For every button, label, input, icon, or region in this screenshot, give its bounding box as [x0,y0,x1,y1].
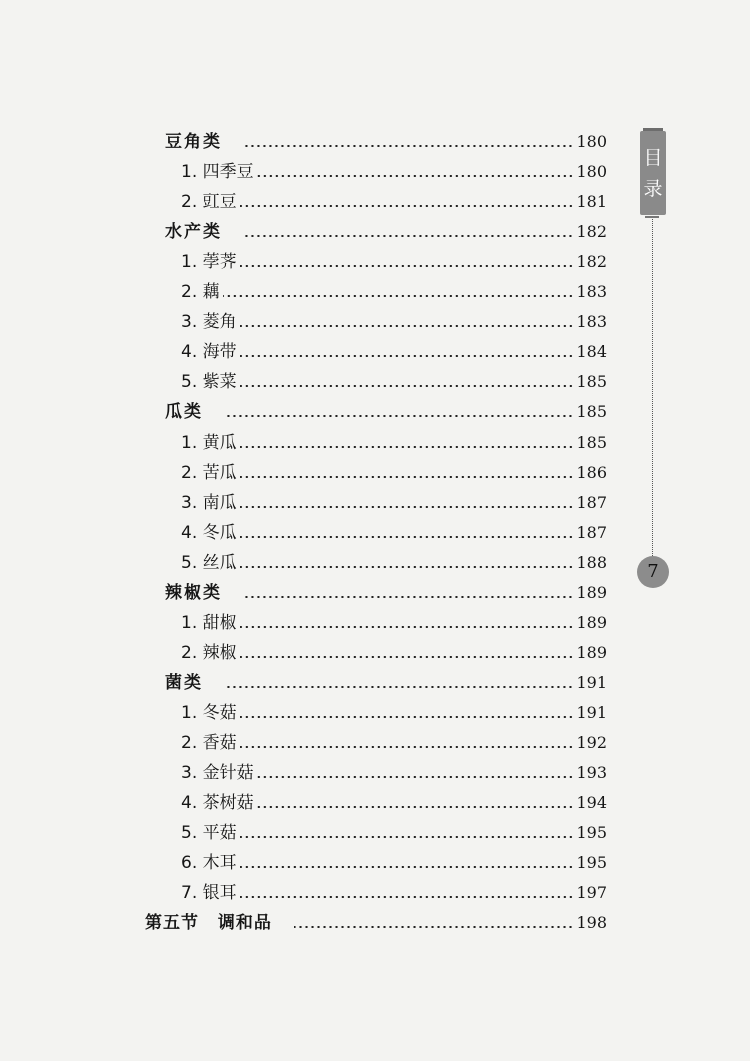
toc-leader-dots [244,596,573,598]
toc-leader-dots [244,235,573,237]
toc-entry-page-number: 182 [576,252,607,272]
toc-entry-title: 1. 黄瓜 [181,432,237,453]
toc-entry-page-number: 185 [576,402,607,422]
toc-entry [181,548,607,578]
toc-leader-dots [240,716,574,718]
toc-entry-title: 4. 茶树菇 [181,793,254,814]
toc-entry [165,668,607,698]
toc-entry-page-number: 180 [576,162,607,182]
toc-entry-title: 第五节 调和品 [145,913,272,934]
toc-entry [181,758,607,788]
toc-entry [181,247,607,277]
toc-entry-page-number: 194 [576,793,607,813]
toc-entry [181,638,607,668]
toc-entry [181,307,607,337]
toc-entry-title: 2. 苦瓜 [181,462,237,483]
toc-entry-title: 7. 银耳 [181,883,237,904]
toc-entry-page-number: 195 [576,823,607,843]
toc-entry-title: 瓜类 [165,402,203,423]
toc-entry-title: 3. 南瓜 [181,492,237,513]
side-tab-divider [645,216,659,218]
toc-entry-title: 2. 辣椒 [181,642,237,663]
toc-entry-page-number: 185 [576,372,607,392]
toc-entry-page-number: 183 [576,312,607,332]
toc-entry-page-number: 189 [576,612,607,632]
toc-entry [165,578,607,608]
toc-entry [181,277,607,307]
toc-entry [181,367,607,397]
toc-leader-dots [240,506,574,508]
toc-entry-page-number: 195 [576,853,607,873]
side-tab-char-2: 录 [643,178,663,200]
toc-entry-title: 水产类 [165,222,222,243]
toc-leader-dots [244,145,573,147]
toc-entry-page-number: 187 [576,492,607,512]
toc-leader-dots [240,536,574,538]
toc-entry-page-number: 185 [576,432,607,452]
toc-leader-dots [240,626,574,628]
toc-leader-dots [257,175,574,177]
toc-entry [181,337,607,367]
toc-entry [181,698,607,728]
toc-entry-title: 辣椒类 [165,582,222,603]
toc-leader-dots [294,926,574,928]
toc-leader-dots [240,205,574,207]
toc-leader-dots [240,325,574,327]
toc-entry [181,728,607,758]
toc-leader-dots [257,776,574,778]
toc-leader-dots [240,355,574,357]
toc-entry-page-number: 180 [576,132,607,151]
toc-entry-title: 菌类 [165,672,203,693]
toc-entry-page-number: 191 [576,672,607,692]
toc-entry-title: 3. 金针菇 [181,763,254,784]
toc-entry-page-number: 192 [576,733,607,752]
toc-leader-dots [257,806,574,808]
side-dotted-line [652,219,653,556]
toc-entry [181,788,607,818]
toc-entry-title: 4. 冬瓜 [181,522,237,543]
side-tab-char-1: 目 [643,147,663,169]
toc-entry-page-number: 181 [576,192,607,212]
toc-entry-title: 5. 丝瓜 [181,552,237,573]
toc-entry-page-number: 193 [576,763,607,783]
toc-entry [181,157,607,187]
toc-entry-page-number: 189 [576,642,607,662]
toc-entry-title: 2. 豇豆 [181,192,237,213]
toc-entry-title: 1. 冬菇 [181,702,237,723]
toc-entry [181,187,607,217]
toc-entry-page-number: 198 [576,913,607,933]
toc-entry-title: 3. 菱角 [181,312,237,333]
toc-entry-title: 6. 木耳 [181,853,237,874]
toc-entry-title: 2. 香菇 [181,733,237,753]
toc-leader-dots [240,866,574,868]
toc-entry-title: 1. 四季豆 [181,162,254,183]
toc-entry-page-number: 182 [576,222,607,242]
toc-leader-dots [223,295,574,297]
toc-leader-dots [225,415,573,417]
toc-entry [181,488,607,518]
toc-entry-page-number: 191 [576,702,607,722]
toc-leader-dots [240,746,574,748]
toc-leader-dots [240,446,574,448]
toc-entry-title: 4. 海带 [181,342,237,363]
toc-entry-page-number: 188 [576,552,607,572]
toc-entry [181,458,607,488]
toc-entry-page-number: 187 [576,522,607,542]
toc-entry-page-number: 197 [576,883,607,903]
toc-leader-dots [240,836,574,838]
toc-entry-page-number: 189 [576,582,607,602]
toc-leader-dots [240,656,574,658]
toc-entry-title: 5. 紫菜 [181,372,237,393]
toc-entry [181,818,607,848]
toc-entry [145,908,607,938]
toc-entry [165,217,607,247]
toc-entry-title: 5. 平菇 [181,823,237,844]
toc-entry [181,428,607,458]
toc-entry [165,127,607,157]
toc-entry-page-number: 183 [576,282,607,302]
toc-entry [181,518,607,548]
toc-leader-dots [240,566,574,568]
toc-leader-dots [240,476,574,478]
toc-entry-title: 1. 荸荠 [181,252,237,273]
page-number-badge: 7 [637,556,669,588]
toc-leader-dots [225,686,573,688]
toc-entry-page-number: 186 [576,462,607,482]
toc-entry [181,878,607,908]
toc-entry-title: 豆角类 [165,132,222,152]
toc-entry-title: 2. 藕 [181,282,220,303]
toc-leader-dots [240,265,574,267]
toc-entry-title: 1. 甜椒 [181,612,237,633]
toc-leader-dots [240,896,574,898]
toc-entry [165,397,607,427]
toc-entry-page-number: 184 [576,342,607,362]
toc-entry [181,608,607,638]
toc-leader-dots [240,385,574,387]
toc-entry [181,848,607,878]
side-tab [640,131,666,215]
